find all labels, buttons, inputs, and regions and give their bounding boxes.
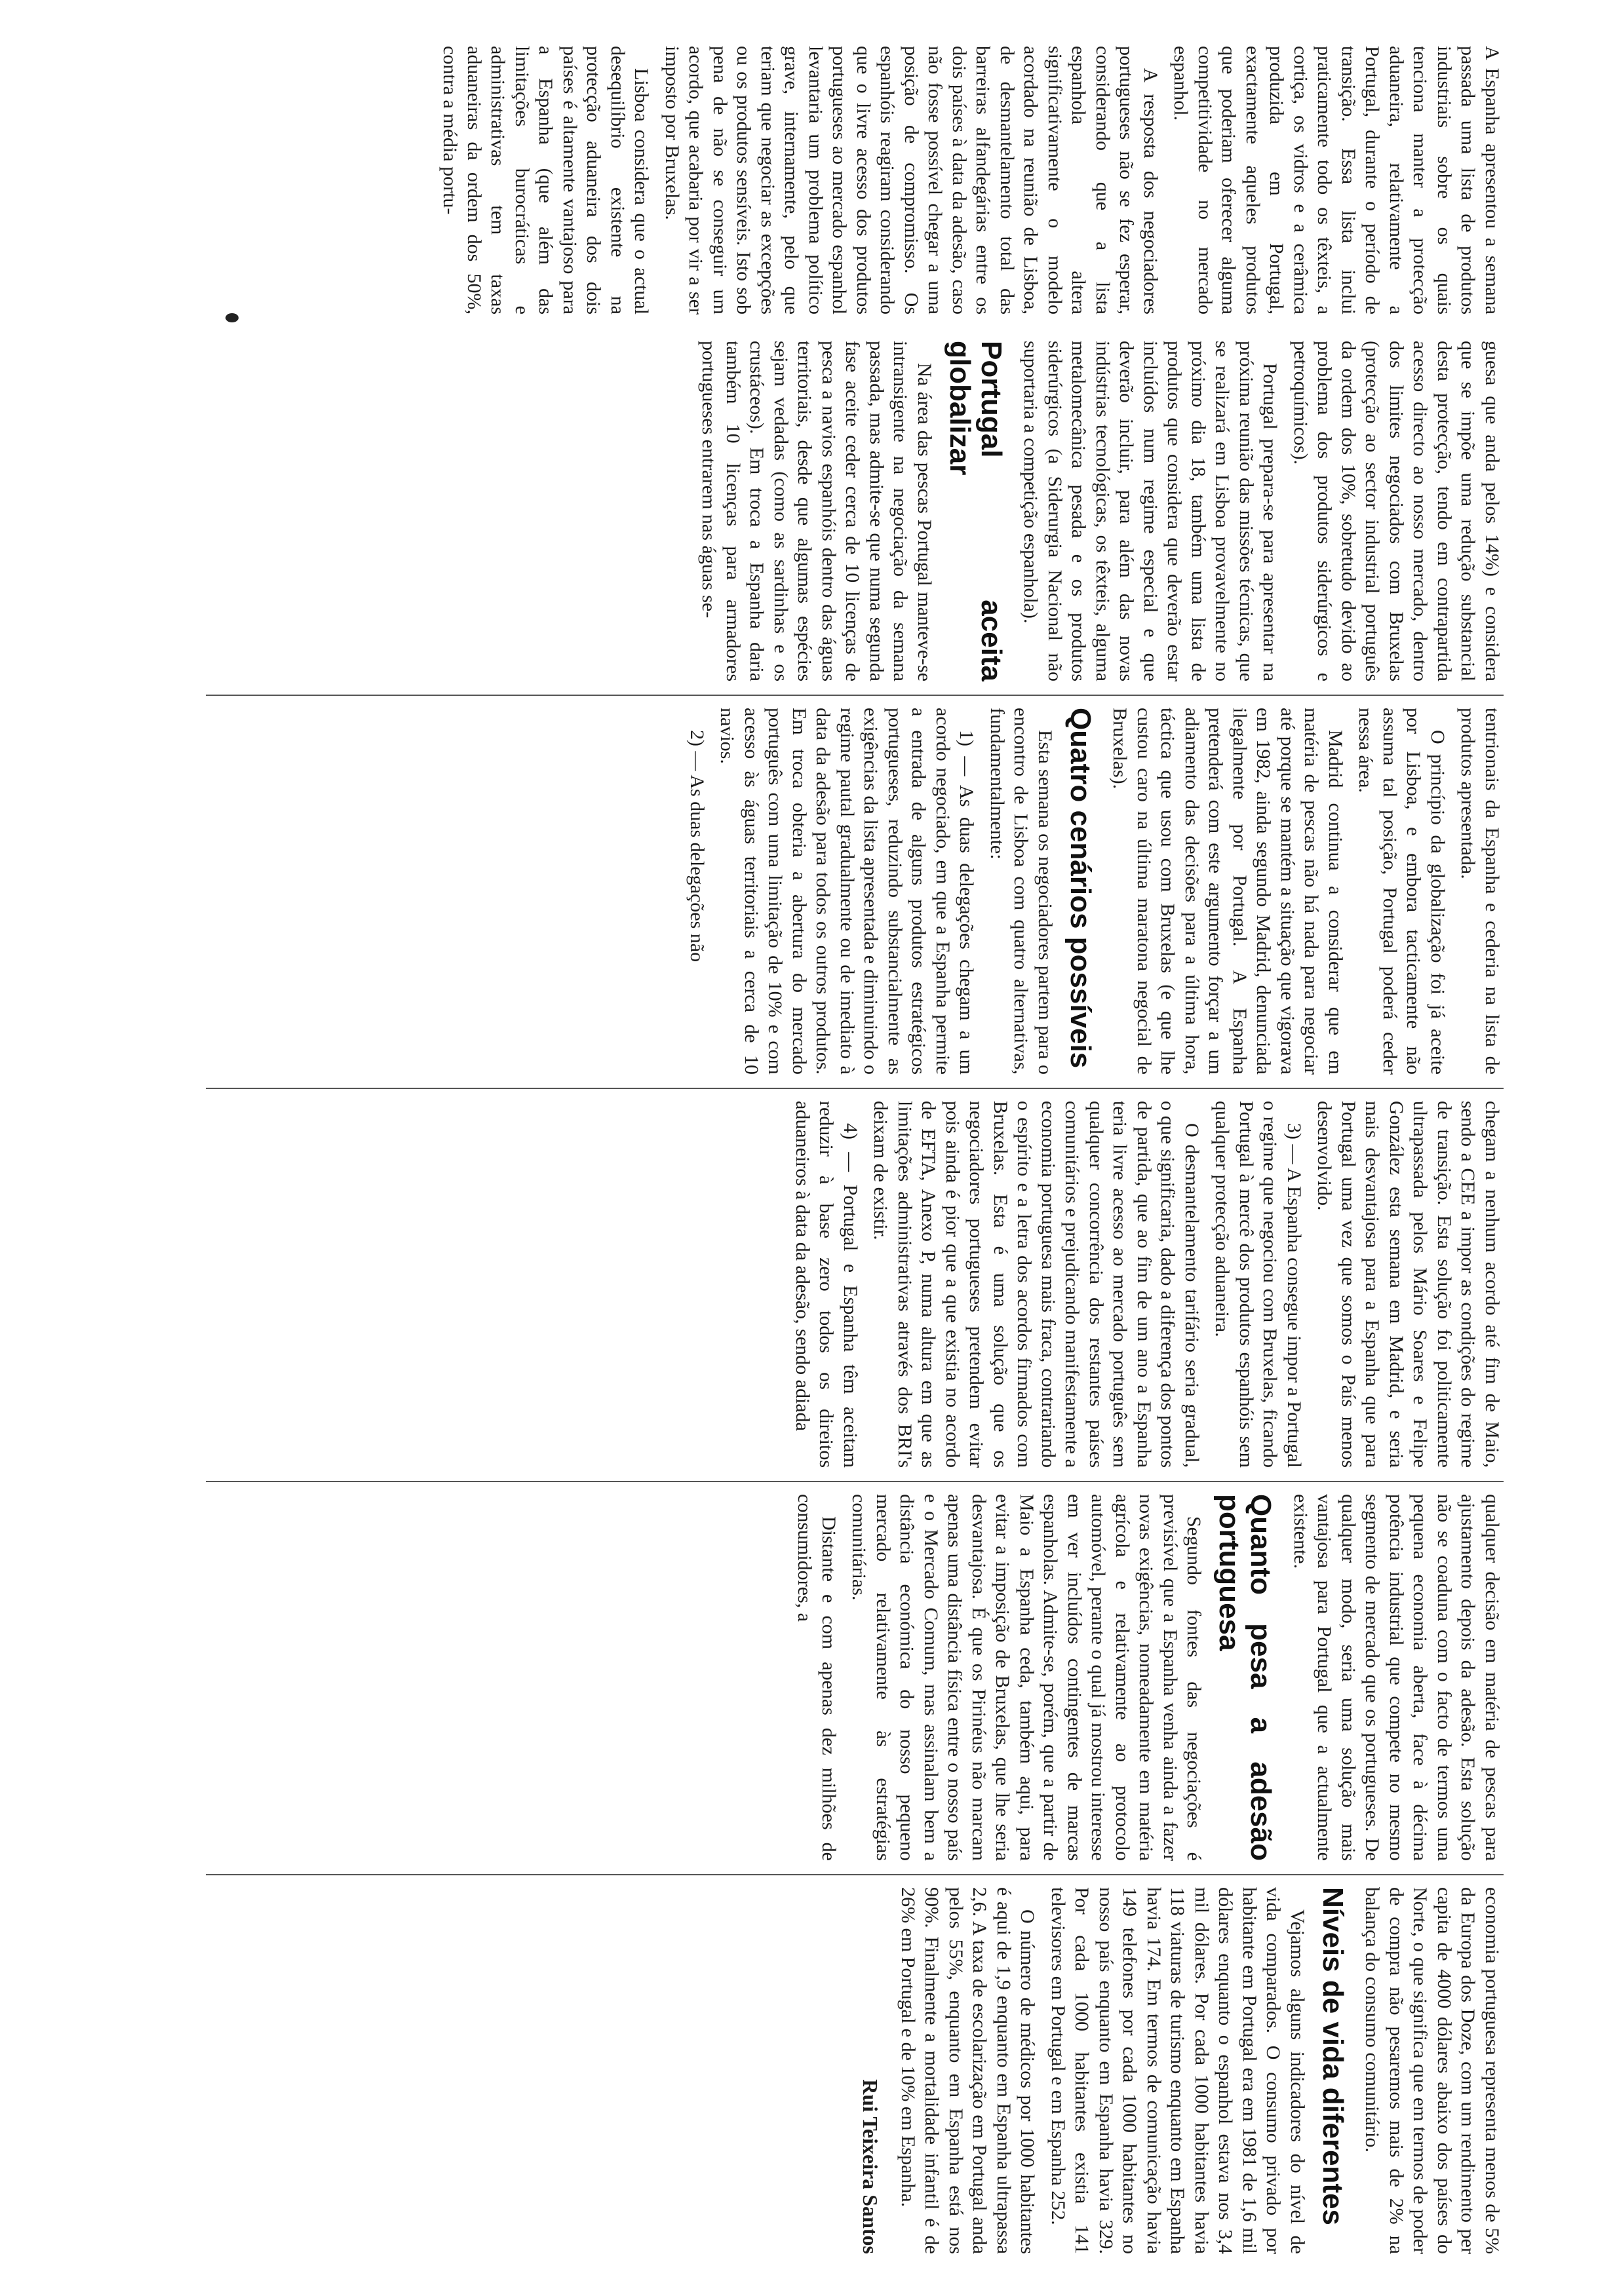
paragraph: A Espanha apresentou a semana passada uma lista de produtos industriais sobre os quais tenciona manter a protecção aduaneira, relativamente a Portugal, durante o período de transição. Essa lista inclui praticamente todo os têxteis, a cortiça, os vidros e a cerâmica produzida em Portugal, exactamente aqueles produtos que poderiam oferecer alguma competitividade no mercado espanhol. <box>1170 46 1503 315</box>
paragraph: 2) — As duas delegações não <box>686 730 708 963</box>
paragraph: Vejamos alguns indicadores do nível de vida comparados. O consumo privado por habitante em Portugal era em 1981 de 1,6 mil dólares enquanto o espanhol estava nos 3,4 mil dólares. Por cada 1000 habitantes havia 118 viaturas de turismo enquanto em Espanha havia 174. Em termos de comunicação havia 149 telefones por cada 1000 habitantes no nosso país enquanto em Espanha havia 329. Por cada 1000 habitantes existia 141 televisores em Portugal e em Espanha 252. <box>1047 1887 1308 2254</box>
article-column-4 <box>193 1101 1504 1468</box>
article-column-3 <box>193 708 1504 1075</box>
paragraph: O desmantelamento tarifário seria gradual, o que significaria, dado a diferença dos pontos de partida, que ao fim de um ano a Espanha teria livre acesso ao mercado português sem qualquer concorrência dos restantes países comunitários e prejudicando manifestamente a economia portuguesa mais fraca, contrariando o espírito e a letra dos acordos firmados com Bruxelas. Esta é uma solução que os negociadores portugueses pretendem evitar pois ainda é pior que a que existia no acordo de EFTA, Anexo P, numa altura em que as limitações administrativas através dos BRI's deixam de existir. <box>870 1101 1203 1468</box>
paragraph: Madrid continua a considerar que em matéria de pescas não há nada para negociar até porque se mantém a situação que vigorava em 1982, ainda segundo Madrid, denunciada ilegalmente por Portugal. A Espanha pretenderá com este argumento forçar a um adiamento das decisões para a última hora, táctica que usou com Bruxelas (e que lhe custou caro na última maratona negocial de Bruxelas). <box>1109 708 1346 1075</box>
paragraph: Na área das pescas Portugal manteve-se intransigente na negociação da semana passada, mas admite-se que numa segunda fase aceite ceder cerca de 10 licenças de pesca a navios espanhóis dentro das águas territoriais, desde que algumas espécies sejam vedadas (como as sardinhas e os crustáceos). Em troca a Espanha daria também 10 licenças para armadores portugueses entrarem nas águas se- <box>698 341 935 681</box>
section-heading: Níveis de vida diferentes <box>1317 1887 1349 2225</box>
paragraph: A resposta dos negociadores portugueses não se fez esperar, considerando que a lista espanhola altera significativamente o modelo acordado na reunião de Lisboa, de desmantelamento total das barreiras alfandegárias entre os dois países à data da adesão, caso não fosse possível chegar a uma posição de compromisso. Os espanhóis reagiram considerando que o livre acesso dos produtos portugueses ao mercado espanhol levantaria um problema político grave, internamente, pelo que teriam que negociar as excepções ou os produtos sensíveis. Isto sob pena de não se conseguir um acordo, que acabaria por vir a ser imposto por Bruxelas. <box>661 46 1161 315</box>
paragraph: O número de médicos por 1000 habitantes é aqui de 1,9 enquanto em Espanha ultrapassa 2,6. A taxa de escolarização em Portugal anda pelos 55%, enquanto em Espanha está nos 90%. Finalmente a mortalidade infantil é de 26% em Portugal e de 10% em Espanha. <box>897 1887 1039 2254</box>
paragraph: guesa que anda pelos 14%) e considera que se impõe uma redução substancial desta protecção, tendo em contrapartida acesso directo ao nosso mercado, dentro dos limites negociados com Bruxelas (protecção ao sector industrial português da ordem dos 10%, sobretudo devido ao problema dos produtos siderúrgicos e petroquímicos). <box>1290 341 1503 681</box>
section-heading: Quatro cenários possíveis <box>1064 708 1097 1069</box>
column-rule <box>206 695 1504 696</box>
author-signature: Rui Teixeira Santos <box>859 2079 883 2254</box>
paragraph: 1) — As duas delegações chegam a um acordo negociado, em que a Espanha permite a entrada de alguns produtos estratégicos portugueses, reduzindo substancialmente as exigências da lista apresentada e diminuindo o regime pautal gradualmente ou de imediato à data da adesão para todos os outros produtos. Em troca obteria a abertura do mercado português com uma limitação de 10% e com acesso às águas territoriais a cerca de 10 navios. <box>716 708 978 1075</box>
paragraph: Distante e com apenas dez milhões de consumidores, a <box>794 1494 840 1861</box>
paragraph: Esta semana os negociadores partem para o encontro de Lisboa com quatro alternativas, fundamentalmente: <box>986 708 1056 1075</box>
paragraph: qualquer decisão em matéria de pescas para ajustamento depois da adesão. Esta solução não se coaduna com o facto de termos uma pequena economia aberta, face à décima potência industrial que compete no mesmo segmento de mercado que os portugueses. De qualquer modo, seria uma solução mais vantajosa para Portugal que a actualmente existente. <box>1290 1494 1503 1861</box>
article-column-5 <box>193 1494 1504 1861</box>
ink-blot <box>225 313 239 322</box>
section-heading: Portugal aceita globalizar <box>944 341 1007 681</box>
article-column-2 <box>193 341 1504 681</box>
paragraph: Portugal prepara-se para apresentar na próxima reunião das missões técnicas, que se realizará em Lisboa provavelmente no próximo dia 18, também uma lista de produtos que considera que deverão estar incluídos num regime especial e que deverão incluir, para além das novas indústrias tecnológicas, os têxteis, alguma metalomecânica pesada e os produtos siderúrgicos (a Siderurgia Nacional não suportaria a competição espanhola). <box>1020 341 1281 681</box>
paragraph: Segundo fontes das negociações é previsível que a Espanha venha ainda a fazer novas exigências, nomeadamente em matéria agrícola e relativamente ao protocolo automóvel, perante o qual já mostrou interesse em ver incluídos contingentes de marcas espanholas. Admite-se, porém, que a partir de Maio a Espanha ceda, também aqui, para evitar a imposição de Bruxelas, que lhe seria desvantajosa. É que os Pirinéus não marcam apenas uma distância física entre o nosso país e o Mercado Comum, mas assinalam bem a distância económica do nosso pequeno mercado relativamente às estratégias comunitárias. <box>848 1494 1205 1861</box>
article-body <box>193 46 1504 2287</box>
paragraph: O princípio da globalização foi já aceite por Lisboa, e embora tacticamente não assuma tal posição, Portugal poderá ceder nessa área. <box>1355 708 1449 1075</box>
column-rule <box>206 1088 1504 1089</box>
paragraph: economia portuguesa representa menos de 5% da Europa dos Doze, com um rendimento per capita de 4000 dólares abaixo dos países do Norte, o que significa que em termos de poder de compra não pesaremos mais de 2% na balança do consumo comunitário. <box>1361 1887 1503 2254</box>
paragraph: 4) — Portugal e Espanha têm aceitam reduzir à base zero todos os direitos aduaneiros à data da adesão, sendo adiada <box>792 1101 861 1468</box>
paragraph: chegam a nenhum acordo até fim de Maio, sendo a CEE a impor as condições do regime de transição. Esta solução foi politicamente ultrapassada pelos Mário Soares e Felipe González esta semana em Madrid, e seria mais desvantajosa para a Espanha que para Portugal uma vez que somos o País menos desenvolvido. <box>1313 1101 1503 1468</box>
paragraph: Lisboa considera que o actual desequilíbrio existente na protecção aduaneira dos dois países é altamente vantajoso para a Espanha (que além das limitações burocráticas e administrativas tem taxas aduaneiras da ordem dos 50%, contra a média portu- <box>439 46 653 315</box>
article-column-1 <box>193 46 1504 315</box>
column-rule <box>206 1481 1504 1482</box>
column-rule <box>206 1874 1504 1875</box>
section-heading: Quanto pesa a adesão portuguesa <box>1213 1494 1277 1861</box>
article-column-6 <box>193 1887 1504 2254</box>
paragraph: 3) — A Espanha consegue impor a Portugal o regime que negociou com Bruxelas, ficando Portugal à mercê dos produtos espanhóis sem qualquer protecção aduaneira. <box>1211 1101 1305 1468</box>
paragraph: tentrionais da Espanha e cederia na lista de produtos apresentada. <box>1457 708 1503 1075</box>
